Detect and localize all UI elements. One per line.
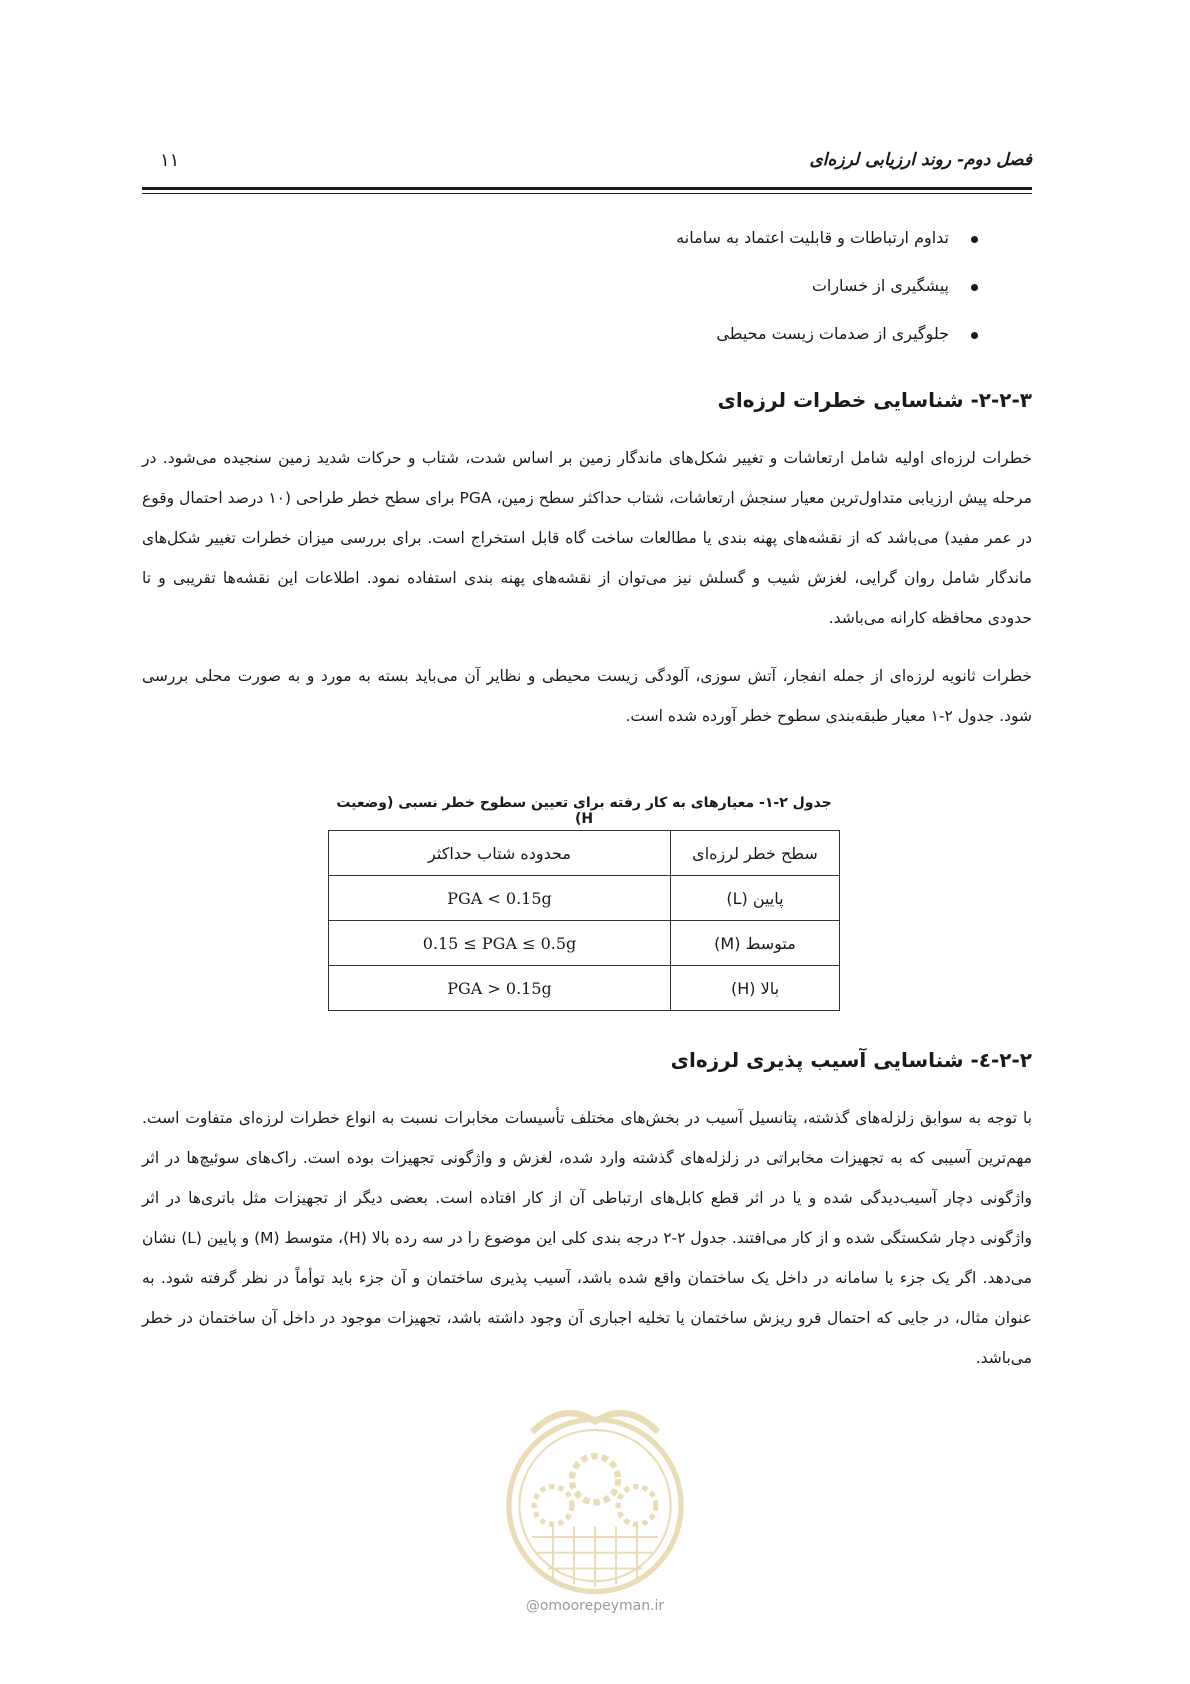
bullet-icon — [971, 236, 978, 243]
table-caption: جدول ۲-۱- معیارهای به کار رفته برای تعیین سطوح خطر نسبی (وضعیت H) — [336, 795, 832, 827]
list-item — [676, 276, 978, 324]
table-row — [329, 921, 840, 966]
list-item-text: تداوم ارتباطات و قابلیت اعتماد به سامانه — [676, 228, 949, 247]
table-row — [329, 966, 840, 1011]
bullet-icon — [971, 284, 978, 291]
seal-watermark-icon — [490, 1390, 700, 1600]
list-item — [676, 324, 978, 372]
header-rule-thin — [142, 193, 1032, 194]
watermark-text: @omoorepeyman.ir — [525, 1598, 665, 1614]
table-cell-level: بالا (H) — [671, 966, 840, 1011]
table-cell-range: 0.15 ≤ PGA ≤ 0.5g — [329, 921, 671, 966]
bullet-icon — [971, 332, 978, 339]
section-heading-hazards: ۲-۲-۳- شناسایی خطرات لرزه‌ای — [717, 388, 1032, 412]
paragraph-vulnerability: با توجه به سوابق زلزله‌های گذشته، پتانسیل آسیب در بخش‌های مختلف تأسیسات مخابرات نسبت به انواع خطرات لرزه‌ای متفاوت است. مهم‌ترین آسیبی که به تجهیزات مخابراتی در زلزله‌های گذشته وارد شده، لغزش و واژگونی تجهیزات بوده است. راک‌های سوئیچ‌ها در اثر واژگونی دچار آسیب‌دیدگی شده و یا در اثر قطع کابل‌های ارتباطی آن از کار افتاده است. بعضی دیگر از تجهیزات مثل باتری‌ها در اثر واژگونی دچار شکستگی شده و از کار می‌افتند. جدول ۲-۲ درجه بندی کلی این موضوع را در سه رده بالا (H)، متوسط (M) و پایین (L) نشان می‌دهد. اگر یک جزء یا سامانه در داخل یک ساختمان واقع شده باشد، آسیب پذیری ساختمان و آن جزء باید توأماً در نظر گرفته شود. به عنوان مثال، در جایی که احتمال فرو ریزش ساختمان یا تخلیه اجباری آن وجود داشته باشد، تجهیزات موجود در داخل آن ساختمان در خطر می‌باشد. — [142, 1109, 1032, 1367]
list-item — [676, 228, 978, 276]
paragraph-secondary-hazards: خطرات ثانویه لرزه‌ای از جمله انفجار، آتش سوزی، آلودگی زیست محیطی و نظایر آن می‌باید بسته به مورد و به صورت محلی بررسی شود. جدول ۲-۱ معیار طبقه‌بندی سطوح خطر آورده شده است. — [142, 667, 1032, 725]
bullet-list — [676, 228, 978, 372]
paragraph-primary-hazards: خطرات لرزه‌ای اولیه شامل ارتعاشات و تغییر شکل‌های ماندگار زمین بر اساس شدت، شتاب و حرکات شدید زمین سنجیده می‌شود. در مرحله پیش ارزیابی متداول‌ترین معیار سنجش ارتعاشات، شتاب حداکثر سطح زمین، PGA برای سطح خطر طراحی (۱۰ درصد احتمال وقوع در عمر مفید) می‌باشد که از نقشه‌های پهنه بندی یا مطالعات ساخت گاه قابل استخراج است. برای بررسی میزان خطرات تغییر شکل‌های ماندگار شامل روان گرایی، لغزش شیب و گسلش نیز می‌توان از نقشه‌های پهنه بندی استفاده نمود. اطلاعات این نقشه‌ها تقریبی و تا حدودی محافظه کارانه می‌باشد. — [142, 449, 1032, 627]
running-header — [142, 150, 1032, 180]
section-heading-vulnerability: ۲-۲-٤- شناسایی آسیب پذیری لرزه‌ای — [670, 1048, 1032, 1072]
header-rule — [142, 187, 1032, 190]
page-number: ۱۱ — [160, 150, 180, 171]
table-cell-range: PGA > 0.15g — [329, 966, 671, 1011]
column-header-level: سطح خطر لرزه‌ای — [671, 831, 840, 876]
table-header-row — [329, 831, 840, 876]
chapter-title: فصل دوم- روند ارزیابی لرزه‌ای — [809, 150, 1032, 170]
list-item-text: پیشگیری از خسارات — [811, 276, 949, 295]
table-row — [329, 876, 840, 921]
hazard-level-table — [328, 830, 840, 1011]
table-cell-level: متوسط (M) — [671, 921, 840, 966]
column-header-range: محدوده شتاب حداکثر — [329, 831, 671, 876]
list-item-text: جلوگیری از صدمات زیست محیطی — [716, 324, 949, 343]
table-cell-range: PGA < 0.15g — [329, 876, 671, 921]
table-cell-level: پایین (L) — [671, 876, 840, 921]
